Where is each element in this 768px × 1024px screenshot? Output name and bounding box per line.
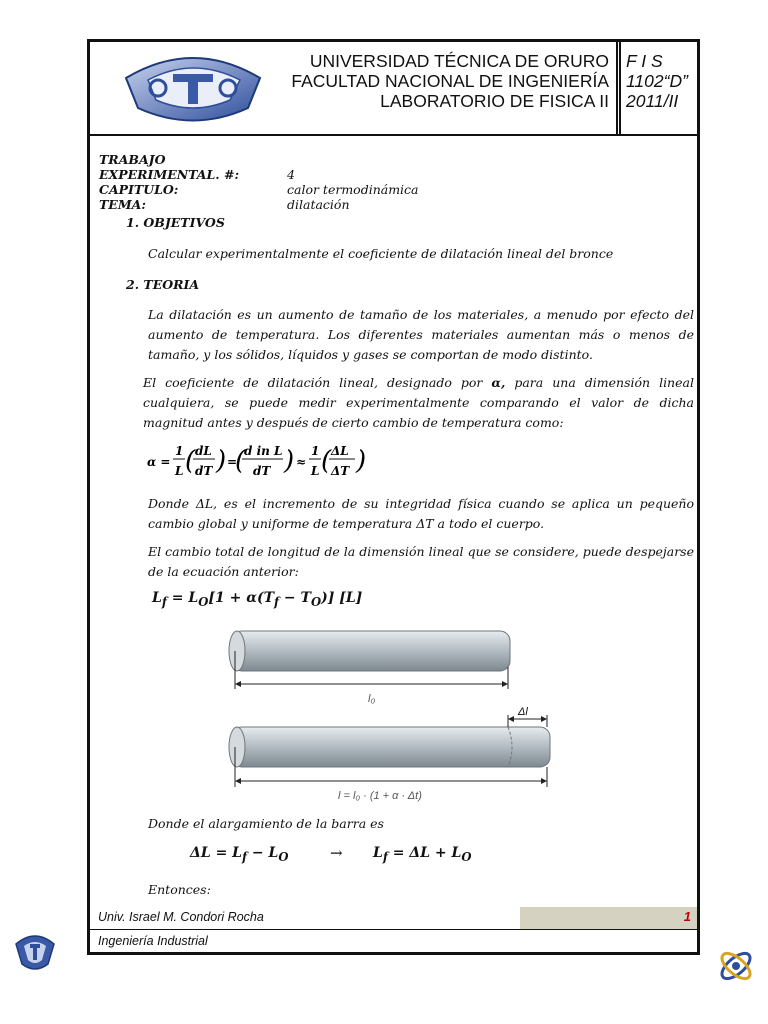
eq-dT-2: dT <box>253 464 271 478</box>
document-meta <box>99 152 419 212</box>
meta-value-trabajo: 4 <box>287 167 295 182</box>
meta-value-capitulo: calor termodinámica <box>287 182 419 197</box>
eq-equals: = <box>227 455 238 469</box>
eq-alpha-lhs: α = <box>147 455 171 469</box>
bar-expansion-figure <box>220 627 560 807</box>
label-delta-l: Δl <box>518 706 528 718</box>
lf-equation: $L_f = L_O[1 + \alpha(T_f - T_O)]$ [L] <box>152 590 363 609</box>
eq-dlnL: d in L <box>244 444 283 458</box>
header-line-1: UNIVERSIDAD TÉCNICA DE ORURO <box>309 51 609 71</box>
arrow-symbol: → <box>330 844 343 862</box>
eq-approx: ≈ <box>296 455 307 469</box>
page-number: 1 <box>683 909 691 924</box>
footer-author: Univ. Israel M. Condori Rocha <box>98 910 264 924</box>
eq-dT-1: dT <box>195 464 213 478</box>
header-line-2: FACULTAD NACIONAL DE INGENIERÍA <box>291 71 609 91</box>
objetivos-text: Calcular experimentalmente el coeficiente de dilatación lineal del bronce <box>148 246 614 261</box>
header-code-1: F I S <box>626 51 663 71</box>
page-frame <box>87 39 700 955</box>
label-l-formula: l = l₀ · (1 + α · Δt) <box>338 790 422 802</box>
meta-key-tema: TEMA: <box>99 197 146 212</box>
section-teoria: 2. TEORIA <box>126 277 200 292</box>
svg-text:(: ( <box>185 446 196 476</box>
eq-dL: dL <box>195 444 212 458</box>
bottom-right-logo <box>714 944 758 988</box>
footer-career: Ingeniería Industrial <box>98 934 208 948</box>
alpha-equation <box>145 438 375 484</box>
meta-value-tema: dilatación <box>287 197 350 212</box>
header-title <box>291 51 609 111</box>
eq-one-1: 1 <box>175 444 184 458</box>
alpha-symbol: α, <box>491 375 506 390</box>
header <box>90 42 697 136</box>
header-divider <box>616 42 621 134</box>
svg-text:): ) <box>284 446 295 476</box>
header-code-2: 1102“D” <box>626 71 688 91</box>
delta-l-equation: $\Delta L = L_f - L_O$ <box>190 845 289 864</box>
teoria-paragraph-2 <box>143 373 694 433</box>
section-objetivos: 1. OBJETIVOS <box>126 215 225 230</box>
teoria-paragraph-3: Donde ΔL, es el incremento de su integridad física cuando se aplica un pequeño cambio global y uniforme de temperatura ΔT a todo el cuerpo. <box>148 496 694 531</box>
header-code <box>626 51 688 111</box>
footer-divider <box>90 929 697 930</box>
svg-text:): ) <box>356 446 367 476</box>
p2-text-a: El coeficiente de dilatación lineal, designado por <box>143 375 483 390</box>
eq-one-2: 1 <box>311 444 320 458</box>
page-number-box <box>520 907 697 929</box>
meta-key-capitulo: CAPITULO: <box>99 182 179 197</box>
eq-deltaT: ΔT <box>331 464 350 478</box>
meta-key-trabajo: TRABAJO EXPERIMENTAL. #: <box>99 152 240 182</box>
university-logo <box>118 48 268 128</box>
teoria-paragraph-5: Donde el alargamiento de la barra es <box>148 816 384 831</box>
eq-L-1: L <box>175 464 184 478</box>
eq-L-2: L <box>311 464 320 478</box>
bottom-left-logo <box>12 930 58 976</box>
eq-deltaL: ΔL <box>331 444 349 458</box>
svg-text:(: ( <box>321 446 332 476</box>
svg-text:(: ( <box>235 446 246 476</box>
header-code-3: 2011/II <box>626 91 679 111</box>
label-l0: l₀ <box>368 693 376 705</box>
teoria-paragraph-4: El cambio total de longitud de la dimensión lineal que se considere, puede despejarse de la ecuación anterior: <box>148 544 694 579</box>
header-line-3: LABORATORIO DE FISICA II <box>380 91 609 111</box>
teoria-paragraph-6: Entonces: <box>148 882 211 897</box>
svg-text:): ) <box>216 446 227 476</box>
lf2-equation: $L_f = \Delta L + L_O$ <box>373 845 472 864</box>
p2-text-b: para una dimensión lineal cualquiera, se puede medir experimentalmente comparando el valor de dicha magnitud antes y después de cierto cambio de temperatura como: <box>143 375 694 430</box>
teoria-paragraph-1: La dilatación es un aumento de tamaño de los materiales, a menudo por efecto del aumento de temperatura. Los diferentes materiales aumentan más o menos de tamaño, y los sólidos, líquidos y gases se comportan de modo distinto. <box>148 307 694 362</box>
